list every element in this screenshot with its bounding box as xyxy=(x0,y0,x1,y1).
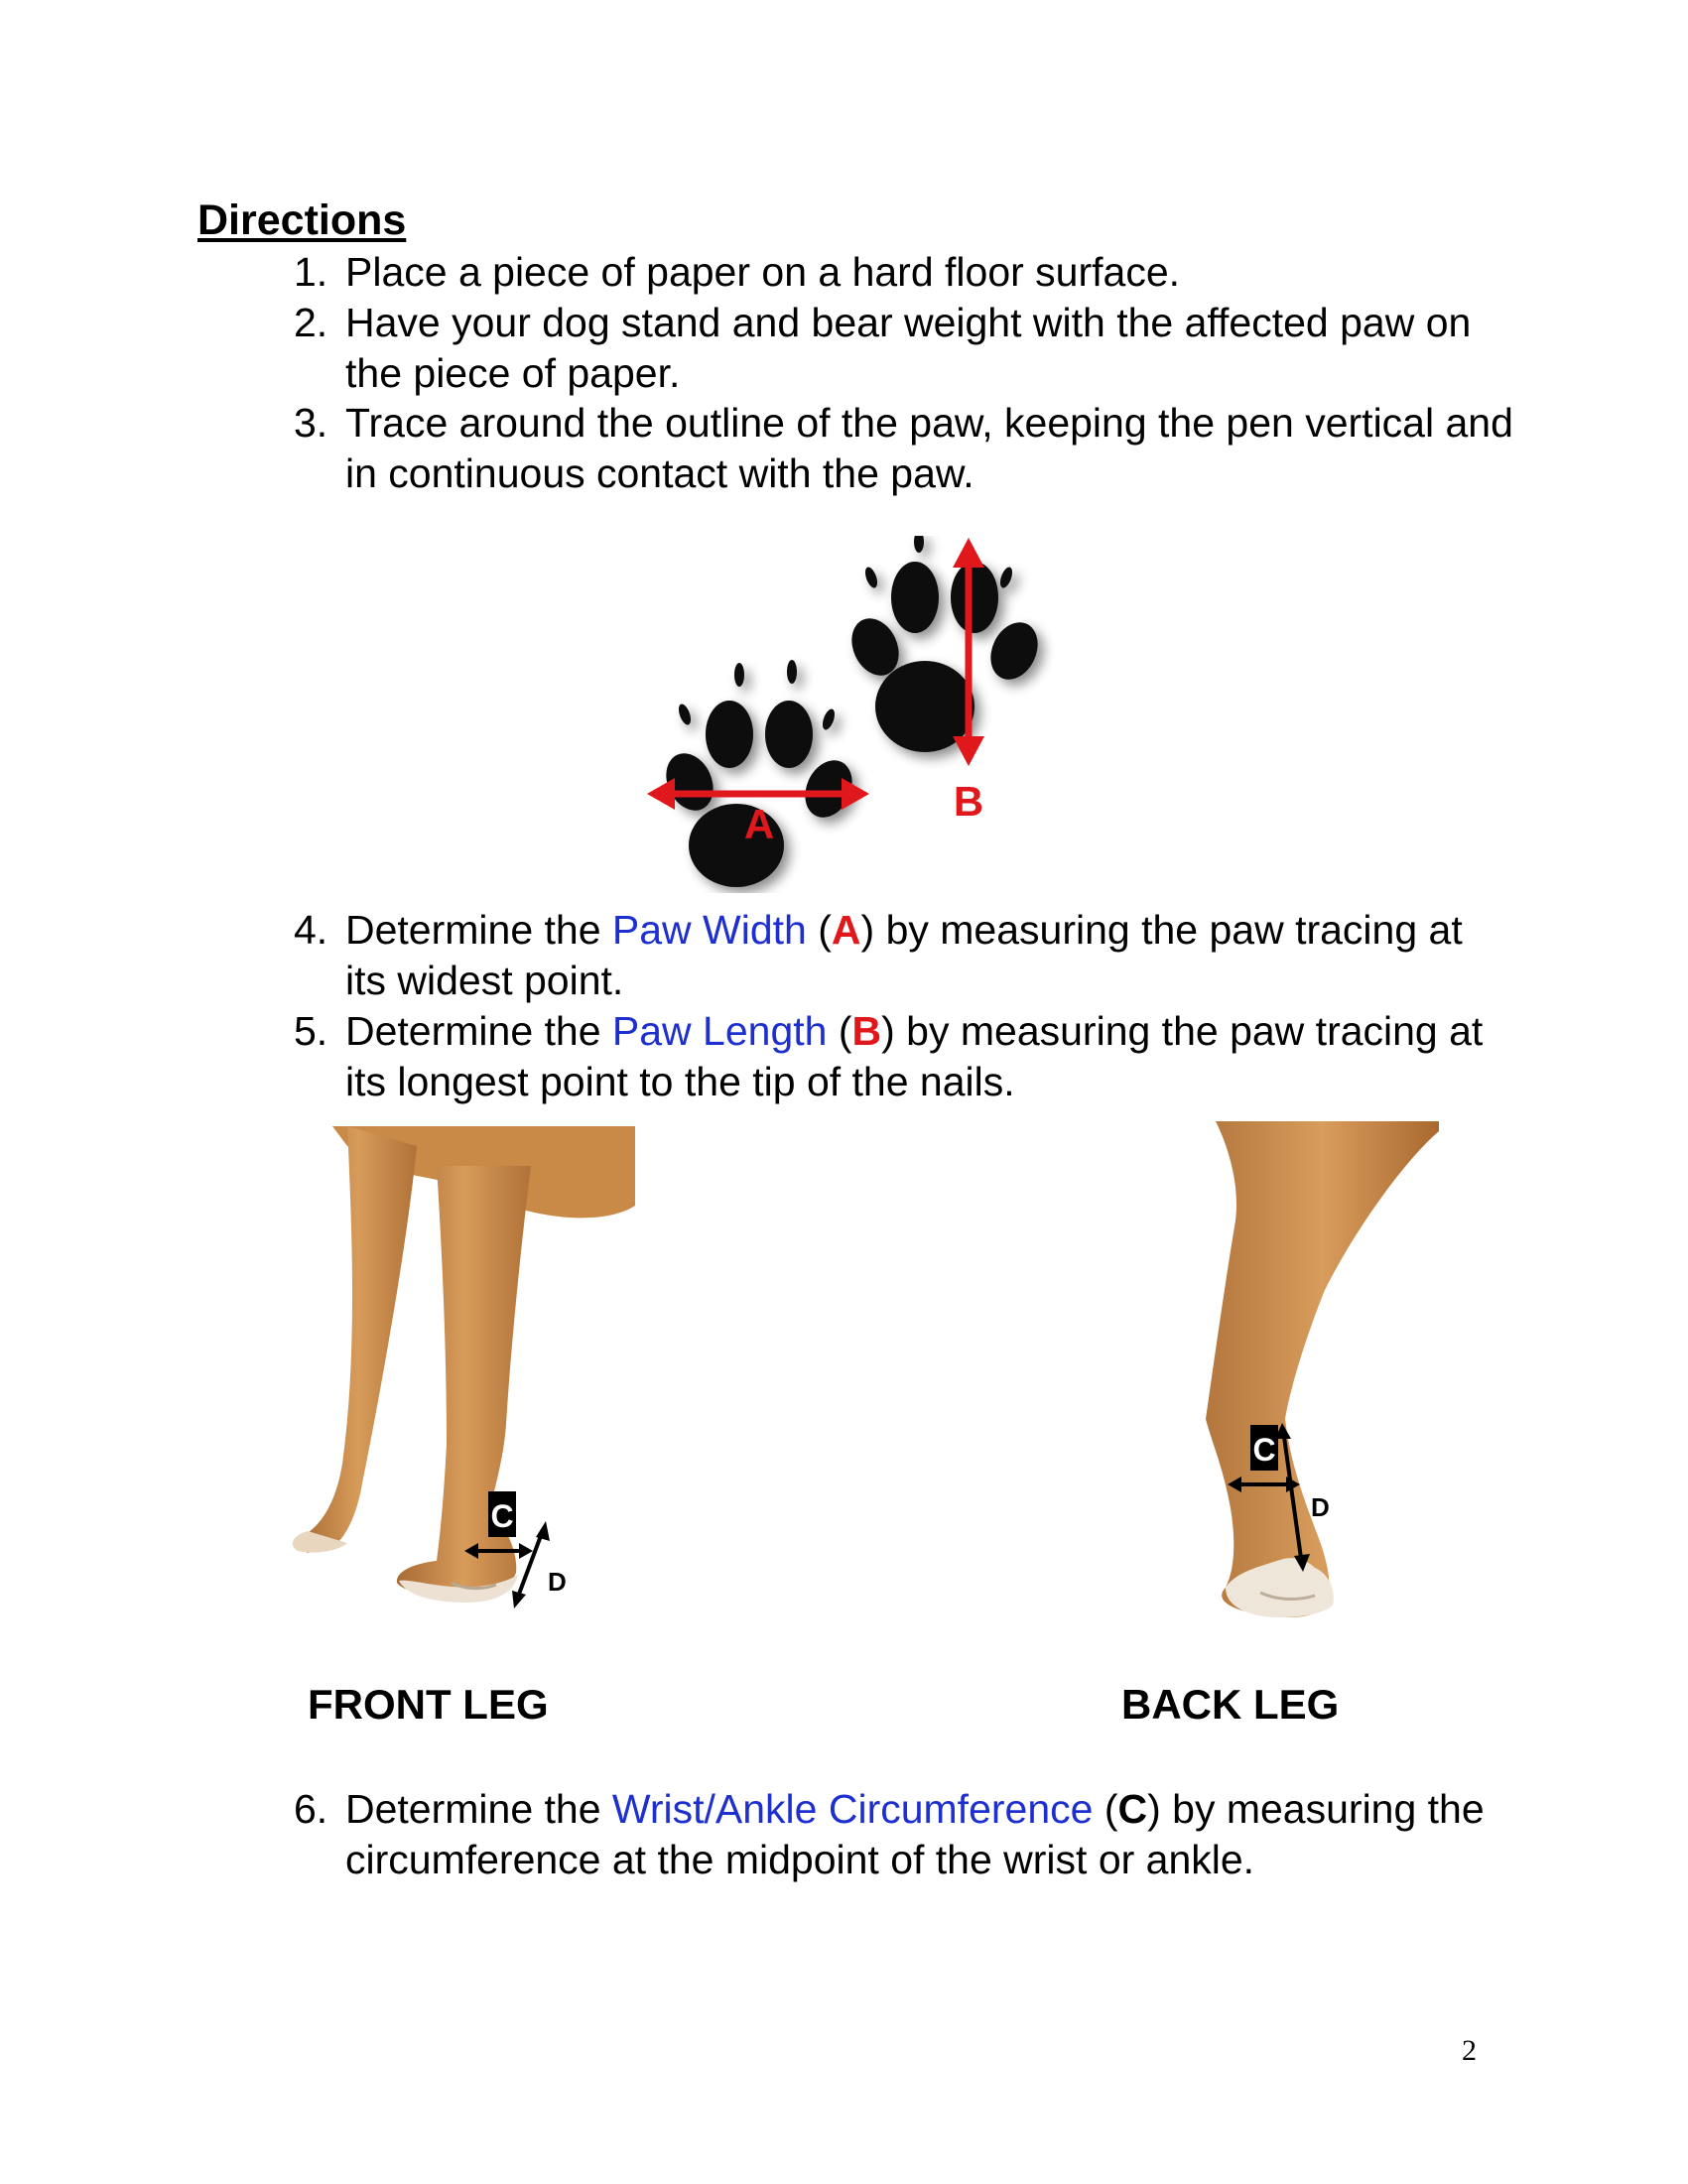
step-number: 2. xyxy=(294,300,328,345)
paw-print-left xyxy=(657,660,860,887)
step-number: 3. xyxy=(294,400,328,446)
front-wrist-label-c: C xyxy=(490,1498,514,1534)
step-text-post: by measuring the paw tracing at its longest point to the tip of the nails. xyxy=(345,1008,1484,1104)
front-length-label-d: D xyxy=(548,1567,567,1597)
step-2 xyxy=(294,298,1514,399)
step-1 xyxy=(294,247,1514,298)
front-leg-photo xyxy=(288,1126,645,1642)
page-heading: Directions xyxy=(197,196,407,244)
paren-close: ) xyxy=(860,907,875,953)
back-ankle-label-c: C xyxy=(1252,1432,1276,1468)
front-leg-label: FRONT LEG xyxy=(308,1681,549,1728)
step-3 xyxy=(294,398,1514,499)
measure-letter-a: A xyxy=(831,907,861,953)
paren-open: ( xyxy=(1093,1786,1118,1832)
paw-length-label: B xyxy=(953,778,984,825)
step-text: Trace around the outline of the paw, keeping the pen vertical and in continuous contact with the paw. xyxy=(345,400,1513,496)
step-text: Place a piece of paper on a hard floor surface. xyxy=(345,249,1181,295)
paw-prints-illustration xyxy=(645,536,1082,893)
step-text-post: by measuring the circumference at the midpoint of the wrist or ankle. xyxy=(345,1786,1485,1882)
paren-close: ) xyxy=(881,1008,895,1054)
paw-length-term: Paw Length xyxy=(611,1008,828,1054)
step-5 xyxy=(294,1006,1514,1107)
page-number: 2 xyxy=(1462,2034,1477,2067)
measure-letter-c: C xyxy=(1117,1786,1148,1832)
back-leg-label: BACK LEG xyxy=(1121,1681,1340,1728)
paren-open: ( xyxy=(827,1008,852,1054)
front-length-arrow xyxy=(512,1521,550,1608)
step-text-pre: Determine the xyxy=(345,907,612,953)
step-6 xyxy=(294,1784,1514,1885)
step-number: 1. xyxy=(294,249,328,295)
step-text-pre: Determine the xyxy=(345,1008,612,1054)
circumference-term: Wrist/Ankle Circumference xyxy=(611,1786,1094,1832)
step-number: 5. xyxy=(294,1008,328,1054)
back-leg-photo xyxy=(1077,1121,1444,1647)
paw-width-term: Paw Width xyxy=(611,907,807,953)
paren-open: ( xyxy=(806,907,832,953)
step-text: Have your dog stand and bear weight with the affected paw on the piece of paper. xyxy=(345,300,1472,396)
step-number: 6. xyxy=(294,1786,328,1832)
step-text-pre: Determine the xyxy=(345,1786,612,1832)
back-length-label-d: D xyxy=(1311,1492,1330,1522)
step-text-post: by measuring the paw tracing at its widest point. xyxy=(345,907,1463,1003)
paw-print-right xyxy=(843,536,1046,752)
paren-close: ) xyxy=(1147,1786,1161,1832)
measure-letter-b: B xyxy=(851,1008,882,1054)
step-number: 4. xyxy=(294,907,328,953)
paw-width-label: A xyxy=(743,801,775,847)
step-4 xyxy=(294,905,1514,1006)
